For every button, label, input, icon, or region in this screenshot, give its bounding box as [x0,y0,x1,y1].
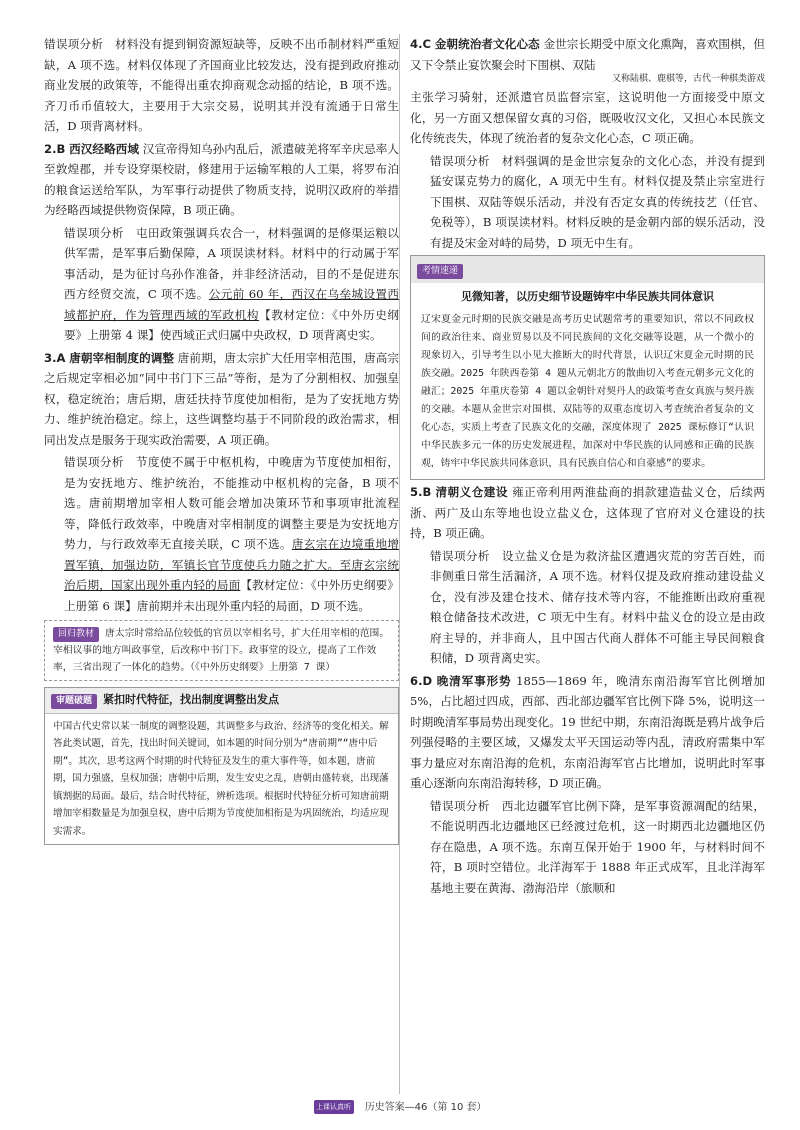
q6-knowledge-point: 晚清军事形势 [436,673,512,688]
q6-number: 6.D [410,673,433,688]
q4-number: 4.C [410,37,431,51]
problem-solving-header [45,688,398,714]
q3-underlined-fact: 唐玄宗在边境重地增置军镇，加强边防，军镇长官节度使兵力随之扩大。至唐玄宗统治后期，国家出现外重内轻的局面 [64,537,399,592]
exam-trend-title: 见微知著，以历史细节设题铸牢中华民族共同体意识 [461,289,714,303]
exam-trend-text: 辽宋夏金元时期的民族交融是高考历史试题常考的重要知识，常以不同政权间的政治往来、商业贸易以及不同民族间的文化交融等设题，从一个微小的现象切入，引导考生以小见大推断大的时代背景，认识辽宋夏金元时期的民族交融。2025 年陕西卷第 4 题从元朝北方的散曲切入考查元朝多元文化的融汇；2025 年重庆卷第 4 题以金朝针对契丹人的政策考查女真族与契丹族的交融。本题从金世宗对围棋、双陆等的双重态度切入考查统治者复杂的文化心态，实质上考查了民族文化的交融，深度体现了 2025 课标修订“认识中华民族多元一体的历史发展进程，加深对中华民族的认同感和正确的民族观，铸牢中华民族共同体意识，具有民族自信心和自豪感”的要求。 [421,314,754,469]
q5-explanation: 雍正帝利用两淮盐商的捐款建造盐义仓，后续两浙、两广及山东等地也设立盐义仓，这体现了官府对义仓建设的扶持，B 项正确。 [410,485,765,540]
q2-textbook-ref: 【教材定位：《中外历史纲要》上册第 4 课】 [64,307,399,342]
q6-explanation: 1855—1869 年，晚清东南沿海军官比例增加 5%，占比超过四成，西部、西北部边疆军官比例下降 5%，说明这一时期晚清军事局势出现变化。19 世纪中期，东南沿海既是鸦片战争后列强侵略的主要区域，又爆发太平天国运动等内乱，清政府需集中军事力量应对东南沿海的危机，东南沿海军官占比增加，说明此时军事重心逐渐向东南沿海转移，D 项正确。 [410,673,766,790]
q5-answer [410,482,765,544]
q3-knowledge-point: 唐朝宰相制度的调整 [69,350,175,365]
q5-number: 5.B [410,485,432,499]
q2-underlined-fact: 公元前 60 年，西汉在乌垒城设置西域都护府，作为管理西域的军政机构 [64,287,400,322]
q3-textbook-ref: 【教材定位：《中外历史纲要》上册第 6 课】 [64,578,399,613]
right-column [410,34,765,898]
problem-solving-box [44,687,399,845]
exam-trend-box [410,255,765,480]
textbook-review-text: 唐太宗时常给品位较低的官员以宰相名号，扩大任用宰相的范围。宰相议事的地方叫政事堂，后改称中书门下。政事堂的设立，提高了工作效率，三省出现了一体化的趋势。（《中外历史纲要》上册第 7 课） [53,628,390,673]
problem-solving-badge: 审题破题 [51,694,97,709]
q4-annotation-note: 又称陆棋、鹿棋等，古代一种棋类游戏 [611,74,765,84]
q4-explanation-2: 主张学习骑射，还派遣官员监督宗室，这说明他一方面接受中原文化，另一方面又想保留女真的习俗，既吸收汉文化，又担心本民族文化传统丧失，体现了统治者的复杂文化心态，C 项正确。 [410,90,765,145]
q6-error-analysis: 错误项分析 西北边疆军官比例下降，是军事资源凋配的结果，不能说明西北边疆地区已经渡过危机，这一时期西北边疆地区仍存在隐患，A 项不选。东南互保开始于 1900 年，与材料时间不符，B 项时空错位。北洋海军于 1888 年正式成军，且北洋海军基地主要在黄海、渤海沿岸（旅顺和 [430,798,765,895]
q5-error-analysis: 错误项分析 设立盐义仓是为救济盐区遭遇灾荒的穷苦百姓，而非侧重日常生活漏济，A 项不选。材料仅提及政府推动建设盐义仓，没有涉及建仓技术、储存技术等内容，不能推断出政府重视粮仓储备技术改进，C 项无中生有。材料中盐义仓的设立是由政府主导的，并非商人，且中国古代商人群体不可能主导民间粮食积储，D 项背离史实。 [430,548,765,665]
problem-solving-title: 紧扣时代特征，找出制度调整出发点 [103,693,280,706]
q3-explanation: 唐前期，唐太宗扩大任用宰相范围，唐高宗之后规定宰相必加“同中书门下三品”等衔，是为了分割相权、加强皇权，稳定统治；唐后期，唐廷扶持节度使加相衔，是为了安抚地方势力、维护统治稳定。综上，这些调整均基于不同阶段的政治需求，相同出发点是服务于现实政治需要，A 项正确。 [44,350,400,447]
column-divider [399,34,400,1094]
q2-number: 2.B [44,141,66,156]
problem-solving-text: 中国古代史常以某一制度的调整设题，其调整多与政治、经济等的变化相关。解答此类试题，首先，找出时间关键词，如本题的时间分别为“唐前期”“唐中后期”。其次，思考这两个时期的时代特征及发生的重大事件等，如本题，唐前期，国力强盛，皇权加强；唐朝中后期，发生安史之乱，唐朝由盛转衰，出现藩镇割据的局面。最后，结合时代特征，辨析选项。根据时代特征分析可知唐前期增加宰相数量是为加强皇权，唐中后期为节度使加相衔是为巩固统治，均适应现实需求。 [53,720,389,837]
q4-error-analysis: 错误项分析 材料强调的是金世宗复杂的文化心态，并没有提到猛安谋克势力的腐化，A 项无中生有。材料仅提及禁止宗室进行下围棋、双陆等娱乐活动，并没有否定女真的传统技艺（任官、免税等），B 项误读材料。材料反映的是金朝内部的娱乐活动，没有提及宋金对峙的局势，D 项无中生有。 [430,153,765,250]
exam-trend-badge: 考情速递 [417,264,463,279]
footer-page-label: 历史答案—46（第 10 套） [364,1102,487,1113]
textbook-review-box [44,620,399,681]
publisher-logo: 上课认真听 下课练天星 [314,1100,354,1114]
q3-answer [44,348,399,451]
left-column [44,34,399,845]
q2-error-analysis: 错误项分析 屯田政策强调兵农合一，材料强调的是修渠运粮以供军需，是军事后勤保障，A 项误读材料。材料中的行动属于军事活动，是为征讨乌孙作准备，并非经济活动，目的不是促进东西方经贸交流，C 项不选。公元前 60 年，西汉在乌垒城设置西域都护府，作为管理西域的军政机构【教材定位：《中外历史纲要》上册第 4 课】使西域正式归属中央政权，D 项背离史实。 [64,225,400,342]
q4-knowledge-point: 金朝统治者文化心态 [434,37,540,51]
q4-answer [410,34,765,75]
q2-knowledge-point: 西汉经略西域 [69,141,139,156]
q5-knowledge-point: 清朝义仓建设 [435,485,508,499]
q4-explanation-1: 金世宗长期受中原文化熏陶，喜欢围棋，但又下令禁止宴饮聚会时下围棋、双陆 [410,37,765,72]
q3-number: 3.A [44,350,66,365]
q2-answer [44,139,399,221]
q3-error-analysis: 错误项分析 节度使不属于中枢机构，中晚唐为节度使加相衔，是为安抚地方、维护统治，不能推动中枢机构的完备，B 项不选。唐前期增加宰相人数可能会增加决策环节和事项审批流程等，降低行政效率，中晚唐对宰相制度的调整主要是为安抚地方势力，与行政效率无直接关联，C 项不选。唐玄宗在边境重地增置军镇，加强边防，军镇长官节度使兵力随之扩大。至唐玄宗统治后期，国家出现外重内轻的局面【教材定位：《中外历史纲要》上册第 6 课】唐前期并未出现外重内轻的局面，D 项不选。 [64,455,399,613]
q2-explanation: 汉宣帝得知乌孙内乱后，派遣破羌将军辛庆忌率人至敦煌郡，并专设穿渠校尉，修建用于运输军粮的人工渠，将罗布泊的粮食运送给军队，为军事行动提供了物质支持，说明汉政府的举措为经略西域提供物资保障，B 项正确。 [44,141,399,217]
page-footer [0,1098,800,1125]
q6-answer [410,671,765,794]
exam-trend-header [411,256,764,283]
q1-error-analysis: 错误项分析 材料没有提到铜资源短缺等，反映不出币制材料严重短缺，A 项不选。材料仅体现了齐国商业比较发达，没有提到政府推动商业发展的政策等，不能得出重农抑商观念动摇的结论，B 项不选。齐刀币币值较大，主要用于大宗交易，说明其并没有流通于日常生活，D 项背离材料。 [44,37,399,133]
textbook-review-badge: 回归教材 [53,627,99,642]
